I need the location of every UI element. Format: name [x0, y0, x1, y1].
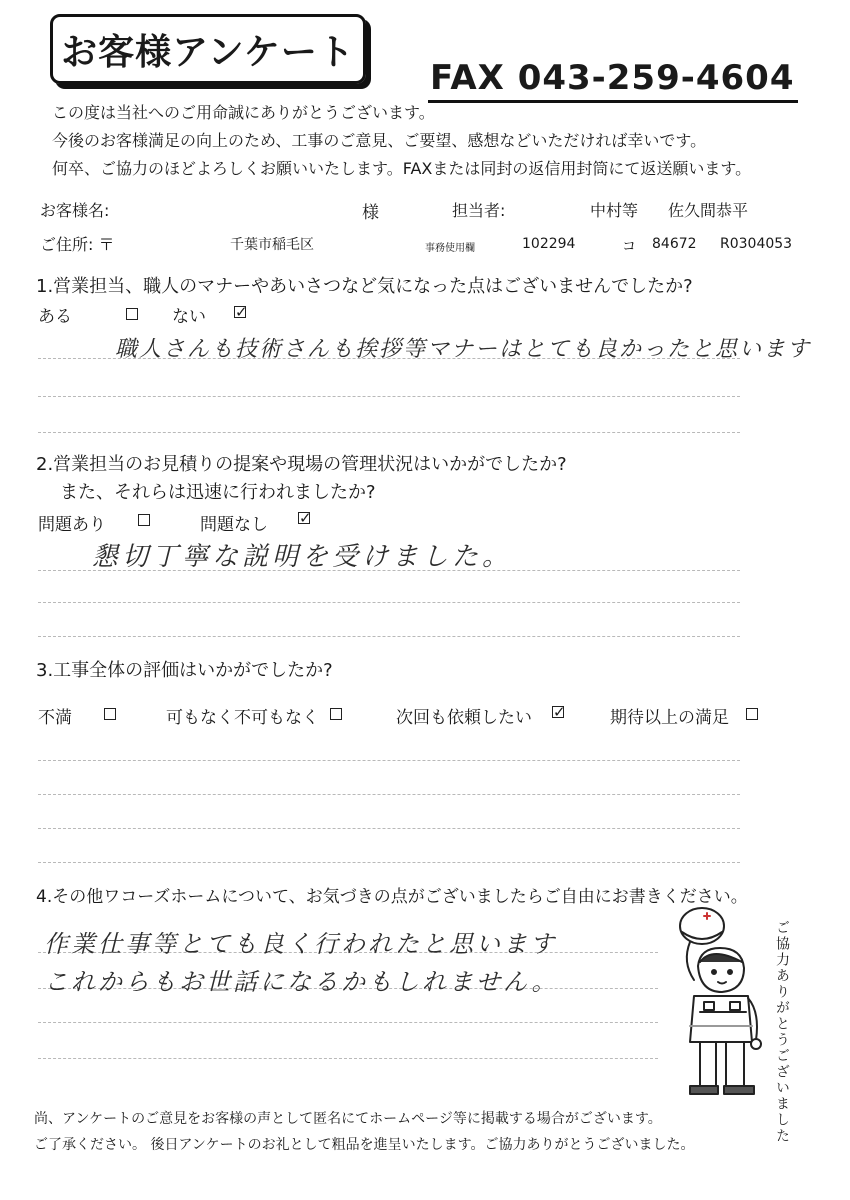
q3-option-neutral-label: 可もなく不可もなく [166, 708, 319, 728]
q3-option-repeat-label: 次回も依頼したい [396, 708, 532, 728]
q3-option-neutral-checkbox[interactable] [330, 708, 342, 720]
q3-question: 3.工事全体の評価はいかがでしたか? [36, 660, 333, 681]
q3-option-dissatisfied-label: 不満 [38, 708, 72, 728]
q4-handwritten-answer-1: 作業仕事等とても良く行われたと思います [44, 930, 557, 958]
q3-answer-line-3 [38, 828, 740, 829]
q2-answer-line-3 [38, 636, 740, 637]
q3-option-exceeded-label: 期待以上の満足 [610, 708, 729, 728]
intro-line-3: 何卒、ご協力のほどよろしくお願いいたします。FAXまたは同封の返信用封筒にて返送願います。 [52, 159, 752, 178]
checkmark-icon: ✓ [235, 303, 248, 321]
q1-answer-line-3 [38, 432, 740, 433]
office-use-label: 事務使用欄 [425, 243, 475, 254]
q3-answer-line-4 [38, 862, 740, 863]
q4-question: 4.その他ワコーズホームについて、お気づきの点がございましたらご自由にお書きください。 [36, 887, 748, 907]
q2-question-line-2: また、それらは迅速に行われましたか? [60, 482, 376, 503]
address-value: 千葉市稲毛区 [230, 237, 314, 253]
customer-name-label: お客様名: [40, 201, 110, 220]
q1-option-aru-label: ある [38, 307, 72, 327]
q1-question: 1.営業担当、職人のマナーやあいさつなど気になった点はございませんでしたか? [36, 276, 693, 297]
footer-line-2: ご了承ください。 後日アンケートのお礼として粗品を進呈いたします。ご協力ありがとうございました。 [34, 1137, 695, 1153]
q3-option-dissatisfied-checkbox[interactable] [104, 708, 116, 720]
q1-option-nai-checkbox[interactable] [234, 303, 248, 321]
q3-option-exceeded-checkbox[interactable] [746, 708, 758, 720]
staff-name-2: 佐久間恭平 [668, 201, 749, 220]
q4-answer-line-4 [38, 1058, 658, 1059]
q2-handwritten-answer: 懇切丁寧な説明を受けました。 [92, 542, 513, 572]
q1-option-aru-checkbox[interactable] [126, 308, 138, 320]
q3-option-repeat-checkbox[interactable] [552, 703, 566, 721]
office-code-1: 102294 [522, 236, 576, 252]
staff-label: 担当者: [452, 201, 506, 220]
address-label: ご住所: 〒 [40, 235, 115, 254]
worker-bowing-illustration [660, 902, 770, 1102]
office-code-4: R0304053 [720, 236, 793, 252]
office-code-2: コ [622, 239, 636, 255]
q1-option-nai-label: ない [172, 307, 206, 327]
fax-number: FAX 043-259-4604 [430, 58, 795, 98]
q2-option-no-problem-label: 問題なし [200, 515, 268, 535]
q2-answer-line-2 [38, 602, 740, 603]
q2-question-line-1: 2.営業担当のお見積りの提案や現場の管理状況はいかがでしたか? [36, 454, 567, 475]
fax-underline [428, 100, 798, 103]
q3-answer-line-2 [38, 794, 740, 795]
q2-option-problem-label: 問題あり [38, 515, 106, 535]
q1-answer-line-2 [38, 396, 740, 397]
staff-name-1: 中村等 [590, 201, 639, 220]
q4-answer-line-3 [38, 1022, 658, 1023]
intro-line-2: 今後のお客様満足の向上のため、工事のご意見、ご要望、感想などいただければ幸いです。 [52, 131, 707, 150]
q2-option-no-problem-checkbox[interactable] [298, 509, 312, 527]
intro-line-1: この度は当社へのご用命誠にありがとうございます。 [52, 103, 435, 122]
q3-answer-line-1 [38, 760, 740, 761]
q4-handwritten-answer-2: これからもお世話になるかもしれません。 [44, 968, 559, 996]
checkmark-icon: ✓ [553, 703, 566, 721]
survey-title: お客様アンケート [50, 14, 366, 84]
checkmark-icon: ✓ [299, 509, 312, 527]
q1-handwritten-answer: 職人さんも技術さんも挨拶等マナーはとても良かったと思います [115, 337, 812, 362]
office-code-3: 84672 [652, 236, 697, 252]
q2-option-problem-checkbox[interactable] [138, 514, 150, 526]
sama-label: 様 [362, 203, 379, 223]
footer-line-1: 尚、アンケートのご意見をお客様の声として匿名にてホームページ等に掲載する場合がございます。 [34, 1111, 662, 1127]
vertical-thanks: ご協力ありがとうございました [774, 920, 790, 1144]
